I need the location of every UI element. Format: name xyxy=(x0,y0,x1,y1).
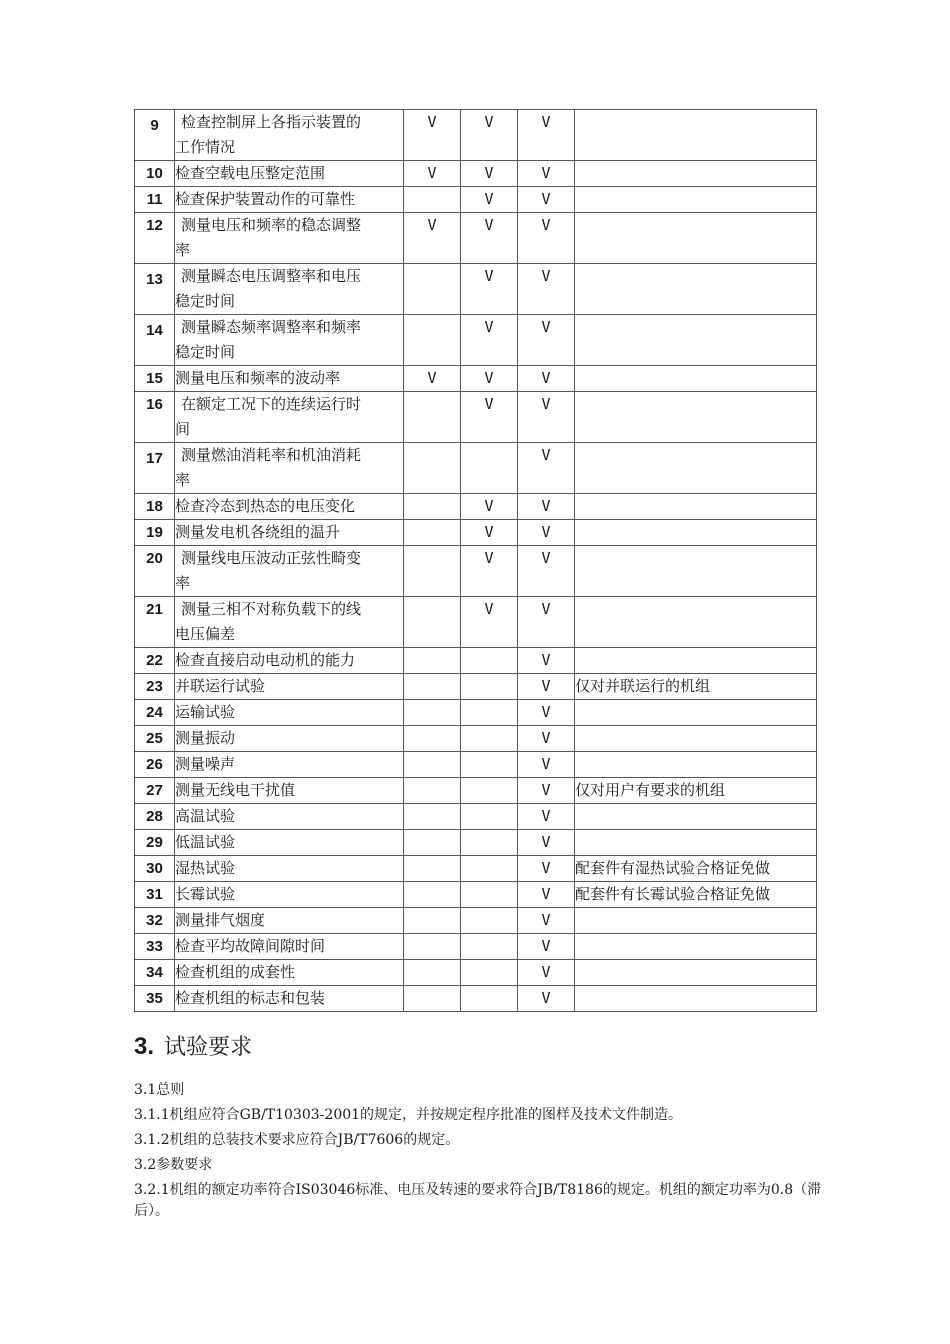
test-item xyxy=(175,934,404,960)
remark xyxy=(575,726,817,752)
check-mark-col-1 xyxy=(404,392,461,443)
check-mark-col-2: V xyxy=(461,161,518,187)
table-row xyxy=(135,934,817,960)
remark xyxy=(575,110,817,161)
check-mark-col-1: V xyxy=(404,213,461,264)
table-row xyxy=(135,161,817,187)
test-item xyxy=(175,110,404,161)
test-item xyxy=(175,315,404,366)
table-row xyxy=(135,546,817,597)
check-mark-col-1 xyxy=(404,908,461,934)
paragraph-3-2-1: 3.2.1机组的额定功率符合IS03046标准、电压及转速的要求符合JB/T8186的规定。机组的额定功率为0.8（滞后）。 xyxy=(134,1182,822,1219)
remark xyxy=(575,546,817,597)
check-mark-col-2 xyxy=(461,778,518,804)
test-item xyxy=(175,187,404,213)
check-mark-col-3: V xyxy=(518,804,575,830)
row-number: 34 xyxy=(135,960,175,986)
test-item-line: 检查空载电压整定范围 xyxy=(175,164,326,182)
table-row xyxy=(135,960,817,986)
table-row xyxy=(135,597,817,648)
paragraph-parameters: 3.2参数要求 xyxy=(134,1157,213,1173)
test-item-line: 长霉试验 xyxy=(175,885,236,903)
test-item xyxy=(175,674,404,700)
table-row xyxy=(135,674,817,700)
row-number: 19 xyxy=(135,520,175,546)
row-number: 27 xyxy=(135,778,175,804)
check-mark-col-2 xyxy=(461,960,518,986)
check-mark-col-2 xyxy=(461,674,518,700)
test-item xyxy=(175,882,404,908)
remark: 配套件有湿热试验合格证免做 xyxy=(575,856,817,882)
table-row xyxy=(135,648,817,674)
table-row xyxy=(135,882,817,908)
table-row xyxy=(135,213,817,264)
check-mark-col-2 xyxy=(461,882,518,908)
check-mark-col-1 xyxy=(404,726,461,752)
table-row xyxy=(135,830,817,856)
check-mark-col-1 xyxy=(404,986,461,1012)
check-mark-col-3: V xyxy=(518,494,575,520)
remark xyxy=(575,908,817,934)
table-row xyxy=(135,110,817,161)
table-row xyxy=(135,700,817,726)
test-item-line: 在额定工况下的连续运行时 xyxy=(181,395,362,413)
row-number: 24 xyxy=(135,700,175,726)
remark xyxy=(575,366,817,392)
row-number: 29 xyxy=(135,830,175,856)
test-item-line: 测量瞬态频率调整率和频率 xyxy=(181,318,362,336)
remark xyxy=(575,960,817,986)
test-item xyxy=(175,213,404,264)
table-row xyxy=(135,366,817,392)
row-number: 26 xyxy=(135,752,175,778)
check-mark-col-3: V xyxy=(518,752,575,778)
check-mark-col-2 xyxy=(461,830,518,856)
test-item xyxy=(175,726,404,752)
check-mark-col-1 xyxy=(404,264,461,315)
test-item xyxy=(175,366,404,392)
check-mark-col-2 xyxy=(461,700,518,726)
remark xyxy=(575,597,817,648)
check-mark-col-3: V xyxy=(518,161,575,187)
test-item xyxy=(175,960,404,986)
test-item xyxy=(175,161,404,187)
row-number: 22 xyxy=(135,648,175,674)
row-number: 12 xyxy=(135,213,175,264)
check-mark-col-1 xyxy=(404,315,461,366)
check-mark-col-3: V xyxy=(518,187,575,213)
test-item xyxy=(175,597,404,648)
check-mark-col-1: V xyxy=(404,366,461,392)
row-number: 20 xyxy=(135,546,175,597)
test-item-line: 并联运行试验 xyxy=(175,677,266,695)
check-mark-col-3: V xyxy=(518,934,575,960)
check-mark-col-2: V xyxy=(461,213,518,264)
check-mark-col-1 xyxy=(404,778,461,804)
remark: 仅对并联运行的机组 xyxy=(575,674,817,700)
remark xyxy=(575,494,817,520)
remark: 配套件有长霉试验合格证免做 xyxy=(575,882,817,908)
test-item-line: 检查机组的标志和包装 xyxy=(175,989,326,1007)
row-number: 23 xyxy=(135,674,175,700)
row-number: 18 xyxy=(135,494,175,520)
test-item xyxy=(175,494,404,520)
check-mark-col-3: V xyxy=(518,700,575,726)
check-mark-col-3: V xyxy=(518,726,575,752)
remark xyxy=(575,986,817,1012)
table-row xyxy=(135,778,817,804)
check-mark-col-2 xyxy=(461,648,518,674)
test-item-line: 测量发电机各绕组的温升 xyxy=(175,523,341,541)
section-number: 3. xyxy=(134,1033,155,1060)
check-mark-col-1 xyxy=(404,546,461,597)
paragraph-3-1-2: 3.1.2机组的总装技术要求应符合JB/T7606的规定。 xyxy=(134,1132,460,1148)
remark xyxy=(575,752,817,778)
remark xyxy=(575,213,817,264)
check-mark-col-3: V xyxy=(518,960,575,986)
check-mark-col-1 xyxy=(404,700,461,726)
test-item xyxy=(175,830,404,856)
check-mark-col-2: V xyxy=(461,597,518,648)
test-item-line: 稳定时间 xyxy=(175,292,236,310)
check-mark-col-3: V xyxy=(518,908,575,934)
test-item-line: 湿热试验 xyxy=(175,859,236,877)
remark xyxy=(575,648,817,674)
check-mark-col-1 xyxy=(404,752,461,778)
test-item-line: 检查控制屏上各指示装置的 xyxy=(181,113,362,131)
test-item xyxy=(175,856,404,882)
check-mark-col-3: V xyxy=(518,213,575,264)
test-item xyxy=(175,520,404,546)
test-item-line: 率 xyxy=(175,241,191,259)
remark xyxy=(575,804,817,830)
test-item xyxy=(175,804,404,830)
remark xyxy=(575,187,817,213)
row-number: 33 xyxy=(135,934,175,960)
row-number: 28 xyxy=(135,804,175,830)
check-mark-col-3: V xyxy=(518,597,575,648)
table-row xyxy=(135,804,817,830)
test-item-line: 稳定时间 xyxy=(175,343,236,361)
test-item-line: 测量电压和频率的波动率 xyxy=(175,369,341,387)
test-item xyxy=(175,443,404,494)
check-mark-col-1 xyxy=(404,882,461,908)
check-mark-col-1 xyxy=(404,187,461,213)
remark xyxy=(575,830,817,856)
row-number: 11 xyxy=(135,187,175,213)
check-mark-col-3: V xyxy=(518,546,575,597)
check-mark-col-2: V xyxy=(461,546,518,597)
test-item-line: 测量振动 xyxy=(175,729,236,747)
remark xyxy=(575,392,817,443)
row-number: 35 xyxy=(135,986,175,1012)
check-mark-col-2 xyxy=(461,804,518,830)
check-mark-col-1 xyxy=(404,674,461,700)
test-item xyxy=(175,264,404,315)
row-number: 10 xyxy=(135,161,175,187)
check-mark-col-2: V xyxy=(461,110,518,161)
check-mark-col-2 xyxy=(461,934,518,960)
table-row xyxy=(135,494,817,520)
check-mark-col-2 xyxy=(461,908,518,934)
test-item xyxy=(175,648,404,674)
check-mark-col-3: V xyxy=(518,443,575,494)
check-mark-col-1: V xyxy=(404,161,461,187)
check-mark-col-1 xyxy=(404,856,461,882)
remark xyxy=(575,264,817,315)
test-item-line: 高温试验 xyxy=(175,807,236,825)
check-mark-col-1 xyxy=(404,520,461,546)
check-mark-col-3: V xyxy=(518,986,575,1012)
test-item-line: 率 xyxy=(175,471,191,489)
test-item-line: 测量噪声 xyxy=(175,755,236,773)
check-mark-col-2: V xyxy=(461,494,518,520)
table-body xyxy=(135,110,817,1012)
row-number: 17 xyxy=(135,443,175,494)
check-mark-col-3: V xyxy=(518,520,575,546)
row-number: 32 xyxy=(135,908,175,934)
table-row xyxy=(135,520,817,546)
check-mark-col-3: V xyxy=(518,392,575,443)
table-row xyxy=(135,752,817,778)
test-item xyxy=(175,778,404,804)
paragraph-general: 3.1总则 xyxy=(134,1082,185,1098)
test-item-line: 率 xyxy=(175,574,191,592)
test-item-line: 低温试验 xyxy=(175,833,236,851)
table-row xyxy=(135,986,817,1012)
row-number: 15 xyxy=(135,366,175,392)
test-item-line: 检查直接启动电动机的能力 xyxy=(175,651,356,669)
row-number: 31 xyxy=(135,882,175,908)
table-row xyxy=(135,187,817,213)
table-row xyxy=(135,856,817,882)
remark xyxy=(575,520,817,546)
check-mark-col-1 xyxy=(404,494,461,520)
test-item-line: 电压偏差 xyxy=(175,625,236,643)
row-number: 30 xyxy=(135,856,175,882)
test-item-line: 测量燃油消耗率和机油消耗 xyxy=(181,446,362,464)
remark xyxy=(575,161,817,187)
check-mark-col-2 xyxy=(461,726,518,752)
section-title: 试验要求 xyxy=(164,1035,253,1060)
check-mark-col-3: V xyxy=(518,830,575,856)
row-number: 21 xyxy=(135,597,175,648)
row-number: 16 xyxy=(135,392,175,443)
check-mark-col-1 xyxy=(404,934,461,960)
check-mark-col-2: V xyxy=(461,366,518,392)
check-mark-col-1 xyxy=(404,960,461,986)
check-mark-col-1 xyxy=(404,830,461,856)
test-item-line: 检查平均故障间隙时间 xyxy=(175,937,326,955)
check-mark-col-1: V xyxy=(404,110,461,161)
check-mark-col-2: V xyxy=(461,392,518,443)
table-row xyxy=(135,392,817,443)
remark xyxy=(575,934,817,960)
row-number: 13 xyxy=(135,264,175,315)
check-mark-col-1 xyxy=(404,804,461,830)
check-mark-col-2 xyxy=(461,752,518,778)
check-mark-col-3: V xyxy=(518,674,575,700)
test-item-line: 工作情况 xyxy=(175,138,236,156)
check-mark-col-2: V xyxy=(461,520,518,546)
paragraph-3-1-1: 3.1.1机组应符合GB/T10303-2001的规定，并按规定程序批准的图样及技术文件制造。 xyxy=(134,1107,683,1123)
test-item-line: 测量排气烟度 xyxy=(175,911,266,929)
check-mark-col-3: V xyxy=(518,264,575,315)
check-mark-col-3: V xyxy=(518,882,575,908)
test-item-line: 测量线电压波动正弦性畸变 xyxy=(181,549,362,567)
test-item-line: 检查机组的成套性 xyxy=(175,963,296,981)
table-row xyxy=(135,908,817,934)
check-mark-col-2: V xyxy=(461,187,518,213)
check-mark-col-2 xyxy=(461,856,518,882)
test-item-line: 测量电压和频率的稳态调整 xyxy=(181,216,362,234)
test-item-line: 测量三相不对称负载下的线 xyxy=(181,600,362,618)
test-item xyxy=(175,392,404,443)
row-number: 9 xyxy=(135,110,175,161)
test-item xyxy=(175,546,404,597)
test-item-line: 测量无线电干扰值 xyxy=(175,781,296,799)
check-mark-col-3: V xyxy=(518,110,575,161)
test-item-line: 间 xyxy=(175,420,191,438)
check-mark-col-1 xyxy=(404,443,461,494)
remark xyxy=(575,315,817,366)
test-item xyxy=(175,986,404,1012)
check-mark-col-2: V xyxy=(461,264,518,315)
check-mark-col-3: V xyxy=(518,778,575,804)
test-item xyxy=(175,908,404,934)
table-row xyxy=(135,443,817,494)
remark xyxy=(575,443,817,494)
check-mark-col-3: V xyxy=(518,315,575,366)
row-number: 25 xyxy=(135,726,175,752)
test-item xyxy=(175,752,404,778)
check-mark-col-1 xyxy=(404,648,461,674)
test-item-line: 检查保护装置动作的可靠性 xyxy=(175,190,356,208)
table-row xyxy=(135,726,817,752)
check-mark-col-2 xyxy=(461,443,518,494)
remark: 仅对用户有要求的机组 xyxy=(575,778,817,804)
test-item-line: 检查冷态到热态的电压变化 xyxy=(175,497,356,515)
remark xyxy=(575,700,817,726)
table-row xyxy=(135,315,817,366)
test-item-line: 测量瞬态电压调整率和电压 xyxy=(181,267,362,285)
check-mark-col-2: V xyxy=(461,315,518,366)
test-items-table xyxy=(134,109,817,1012)
test-item-line: 运输试验 xyxy=(175,703,236,721)
check-mark-col-1 xyxy=(404,597,461,648)
check-mark-col-2 xyxy=(461,986,518,1012)
test-item xyxy=(175,700,404,726)
check-mark-col-3: V xyxy=(518,366,575,392)
check-mark-col-3: V xyxy=(518,856,575,882)
row-number: 14 xyxy=(135,315,175,366)
table-row xyxy=(135,264,817,315)
check-mark-col-3: V xyxy=(518,648,575,674)
section-heading xyxy=(134,1032,252,1063)
